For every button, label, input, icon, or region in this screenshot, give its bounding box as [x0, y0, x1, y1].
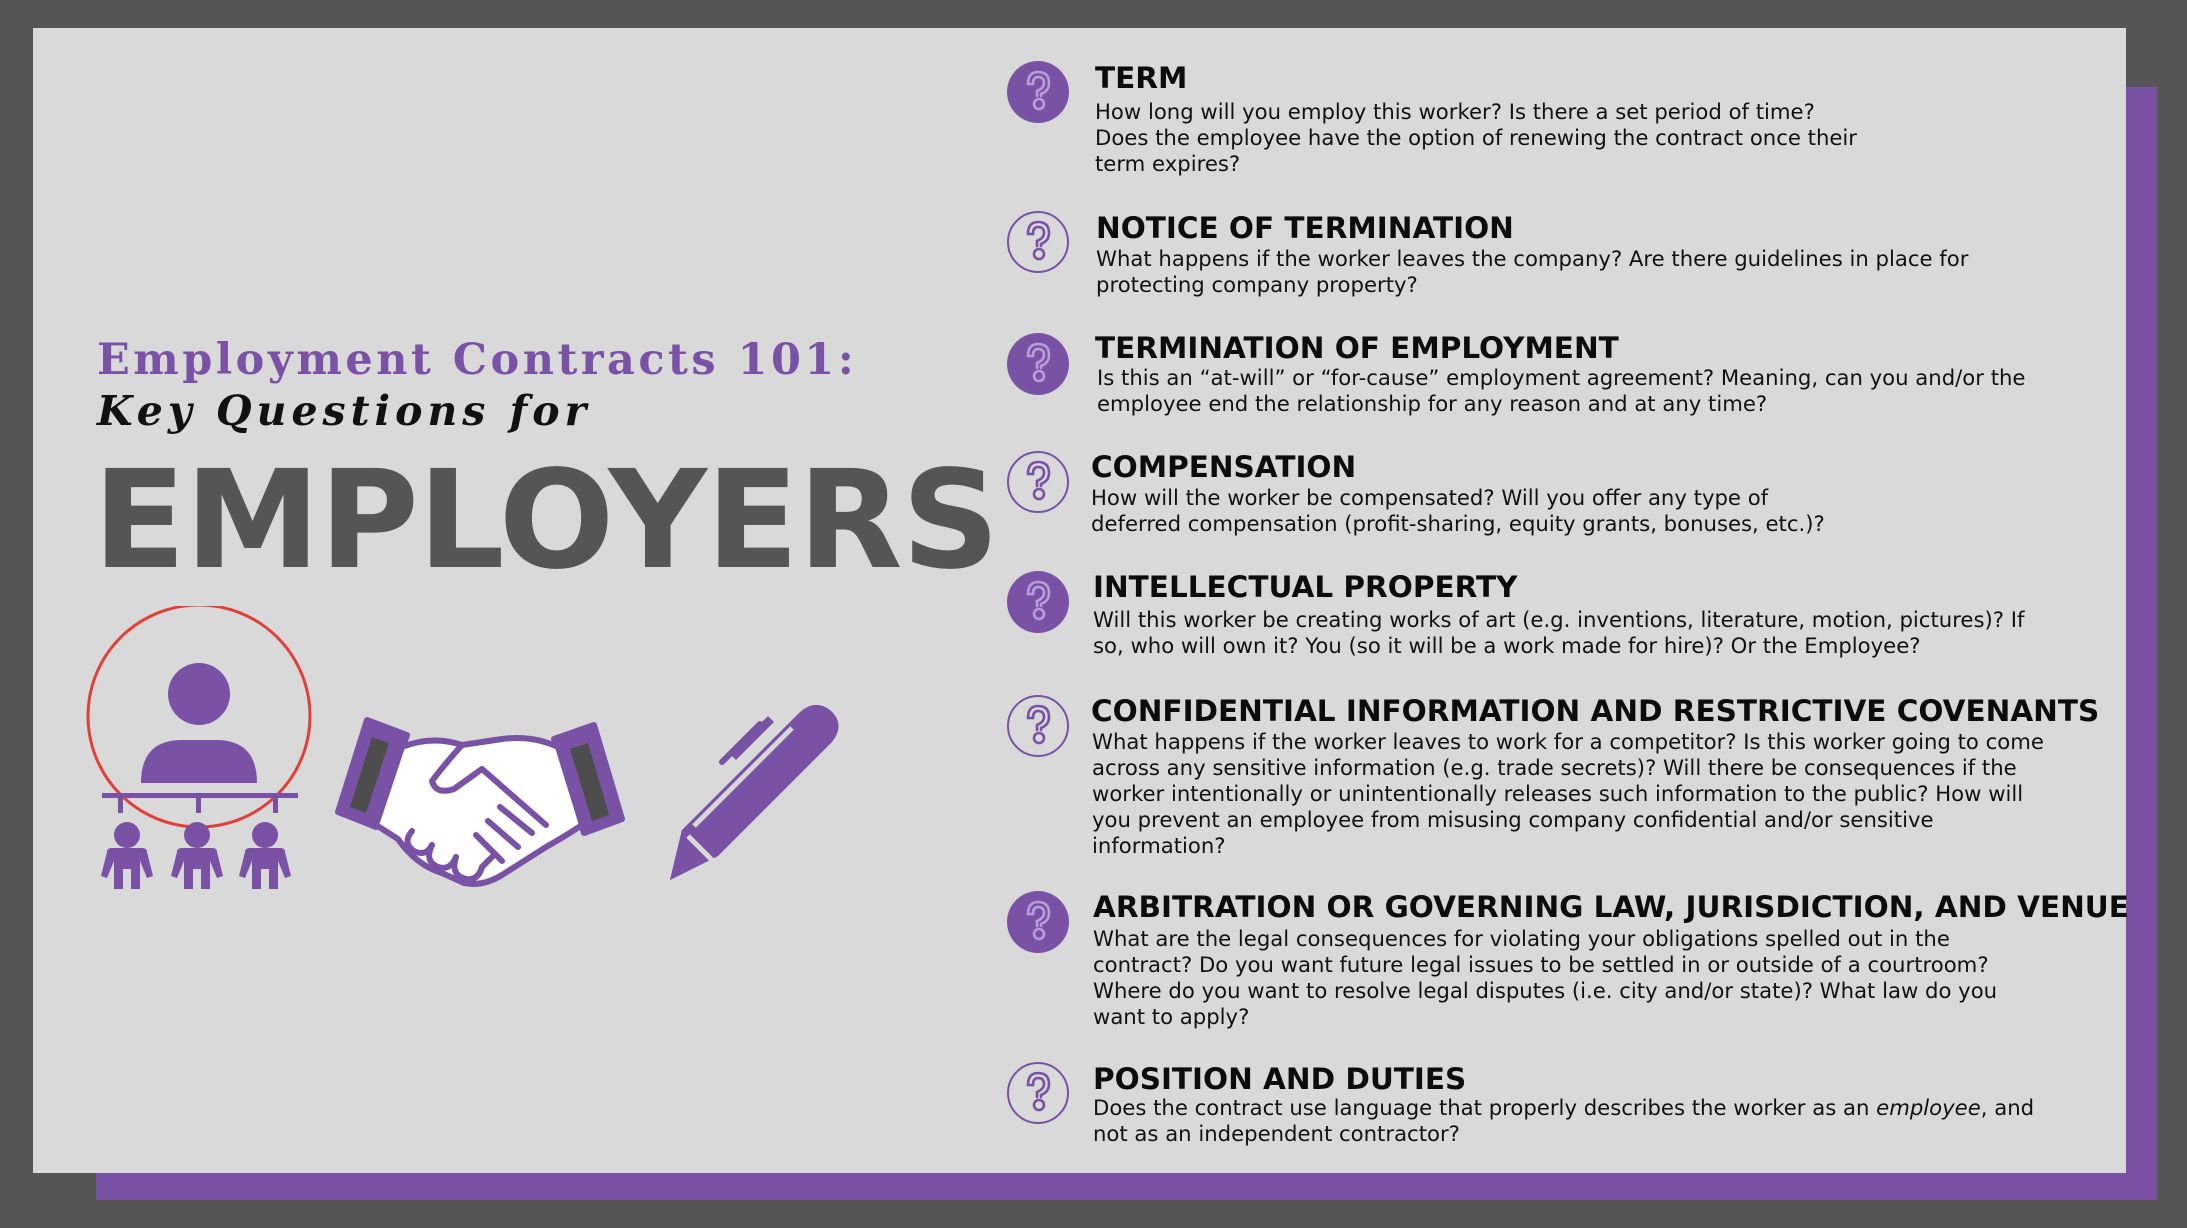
- hierarchy-icon: [84, 606, 320, 896]
- question-icon: [1006, 60, 1070, 124]
- question-title-compensation: COMPENSATION: [1091, 450, 1357, 484]
- manager-body: [141, 740, 257, 783]
- question-body-compensation: How will the worker be compensated? Will you offer any type of deferred compensation (profit-sharing, equity grants, bonuses, etc.)?: [1091, 485, 1825, 536]
- pen-icon: [664, 700, 850, 886]
- question-body-term: How long will you employ this worker? Is there a set period of time? Does the employee have the option of renewing the contract once their term expires?: [1095, 99, 1858, 176]
- body-text: Does the contract use language that properly describes the worker as an: [1093, 1095, 1877, 1120]
- question-body-termination-of-employment: Is this an “at-will” or “for-cause” employment agreement? Meaning, can you and/or the employee end the relationship for any reason and at any time?: [1097, 365, 2026, 416]
- question-title-confidential-information: CONFIDENTIAL INFORMATION AND RESTRICTIVE COVENANTS: [1091, 694, 2100, 728]
- handshake-icon: [332, 715, 628, 893]
- question-body-intellectual-property: Will this worker be creating works of art (e.g. inventions, literature, motion, pictures)? If so, who will own it? You (so it will be a work made for hire)? Or the Employee?: [1093, 607, 2025, 658]
- page-title: EMPLOYERS: [93, 442, 999, 600]
- question-title-arbitration: ARBITRATION OR GOVERNING LAW, JURISDICTION, AND VENUE: [1093, 890, 2129, 924]
- question-icon: [1006, 332, 1070, 396]
- question-icon: [1006, 570, 1070, 634]
- question-body-confidential-information: What happens if the worker leaves to work for a competitor? Is this worker going to come across any sensitive information (e.g. trade secrets)? Will there be consequences if the worker intentionally or unintentionally releases such information to the public? How will you prevent an employee from misusing company confidential and/or sensitive information?: [1092, 729, 2044, 858]
- org-connector-right: [273, 793, 278, 813]
- question-icon: [1006, 694, 1070, 758]
- org-connector-middle: [196, 793, 201, 813]
- heading-subtitle: Employment Contracts 101:: [97, 335, 858, 385]
- question-icon: [1006, 450, 1070, 514]
- body-text: , and not as an independent contractor?: [1093, 1095, 2035, 1146]
- employee-figure: [239, 822, 291, 889]
- question-body-notice-of-termination: What happens if the worker leaves the company? Are there guidelines in place for protecting company property?: [1096, 246, 1969, 297]
- heading-key-questions: Key Questions for: [97, 387, 592, 435]
- employee-figure: [171, 822, 223, 889]
- question-icon: [1006, 210, 1070, 274]
- question-title-termination-of-employment: TERMINATION OF EMPLOYMENT: [1095, 331, 1619, 365]
- question-body-position-and-duties: [1093, 1095, 2034, 1147]
- manager-head: [168, 663, 230, 725]
- emphasis-employee: employee: [1876, 1095, 1981, 1120]
- org-connector-left: [118, 793, 123, 813]
- question-title-position-and-duties: POSITION AND DUTIES: [1093, 1062, 1467, 1096]
- question-icon: [1006, 890, 1070, 954]
- question-title-term: TERM: [1095, 61, 1188, 95]
- question-icon: [1006, 1061, 1070, 1125]
- employee-figure: [101, 822, 153, 889]
- question-title-intellectual-property: INTELLECTUAL PROPERTY: [1093, 570, 1518, 604]
- question-body-arbitration: What are the legal consequences for violating your obligations spelled out in the contract? Do you want future legal issues to be settled in or outside of a courtroom? Where do you want to resolve legal disputes (i.e. city and/or state)? What law do you want to apply?: [1093, 926, 1998, 1029]
- question-title-notice-of-termination: NOTICE OF TERMINATION: [1096, 211, 1514, 245]
